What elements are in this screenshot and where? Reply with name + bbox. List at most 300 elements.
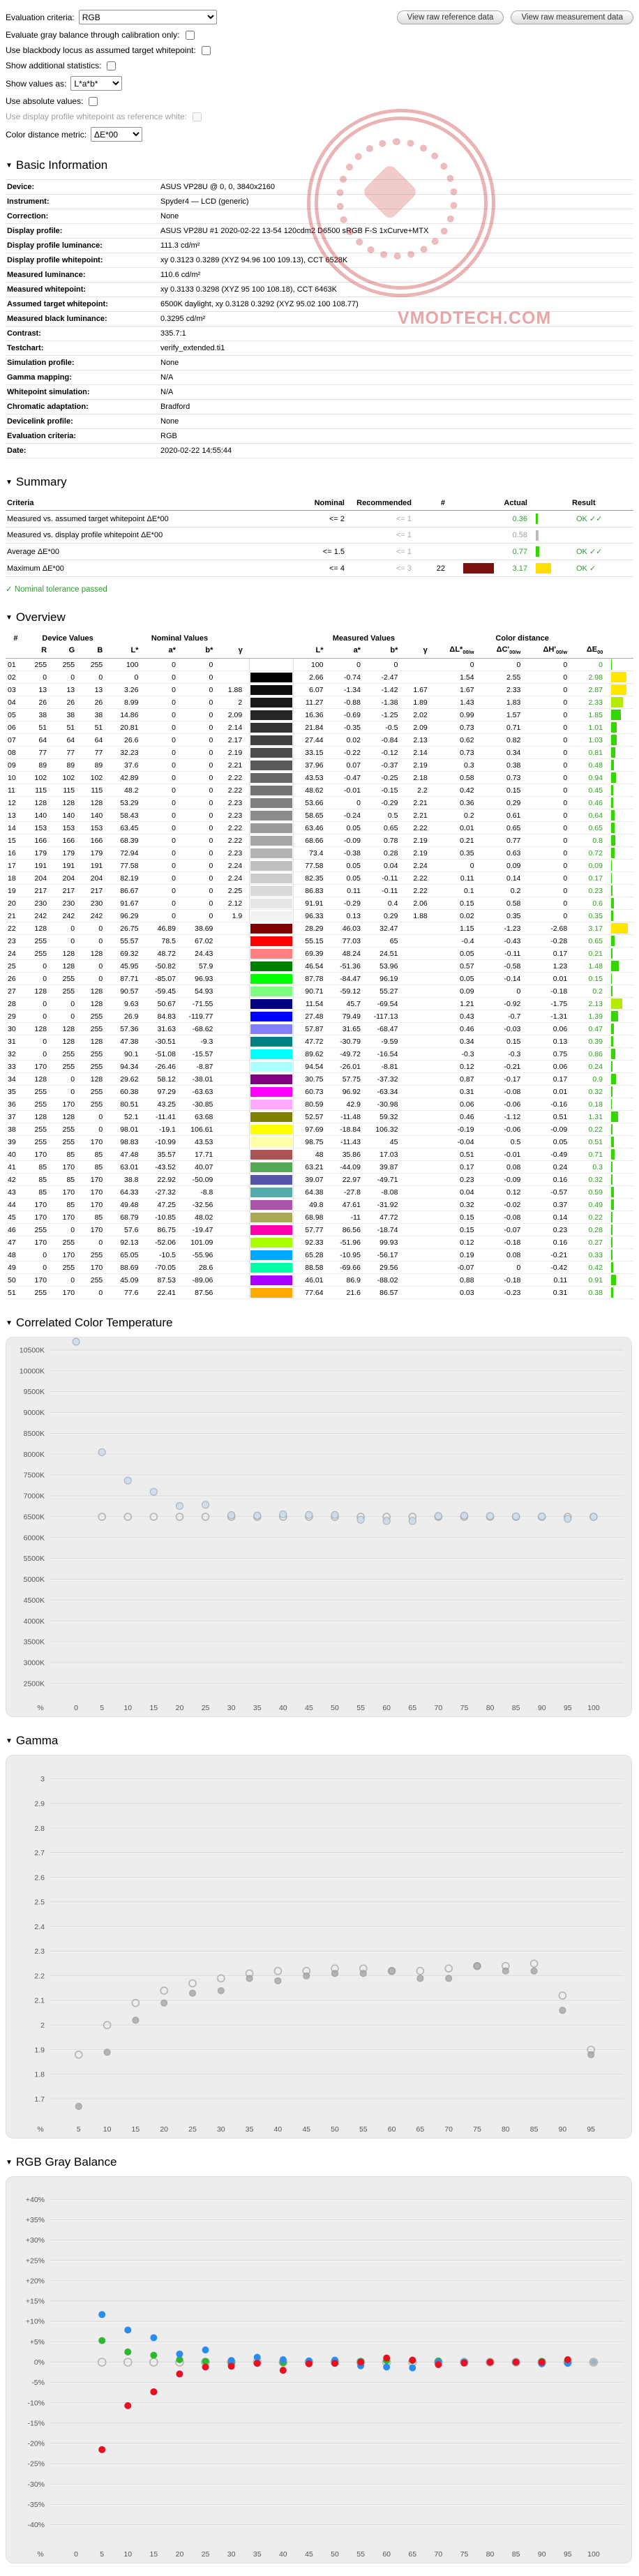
overview-group-header: Color distance xyxy=(495,634,549,643)
measured-value-cell: 92.33 xyxy=(293,1236,330,1249)
info-row xyxy=(6,414,633,429)
svg-text:100: 100 xyxy=(587,2550,600,2559)
measured-value-cell: -0.35 xyxy=(331,721,368,734)
basic-information-table xyxy=(6,179,633,458)
nominal-value-cell xyxy=(220,1186,249,1199)
green-data-point xyxy=(150,2352,157,2359)
info-label: Instrument: xyxy=(7,197,50,206)
measured-value-cell: -59.12 xyxy=(331,985,368,998)
nominal-value-cell: -32.56 xyxy=(183,1199,220,1211)
color-distance-cell: 0.38 xyxy=(481,759,528,772)
blue-data-point xyxy=(254,2354,261,2361)
nominal-value-cell: 86.67 xyxy=(110,885,145,897)
nominal-value-cell: 54.93 xyxy=(183,985,220,998)
red-data-point xyxy=(383,2355,390,2362)
device-value-cell: 64 xyxy=(26,734,54,747)
color-distance-cell: -0.09 xyxy=(527,1123,574,1136)
nominal-value-cell: 46.89 xyxy=(145,922,182,935)
nominal-value-cell: 69.32 xyxy=(110,948,145,960)
measured-value-cell: 86.56 xyxy=(331,1224,368,1236)
bar-cell xyxy=(610,1224,633,1236)
svg-text:3: 3 xyxy=(40,1775,45,1784)
nominal-value-cell: 55.57 xyxy=(110,935,145,948)
bar-cell xyxy=(610,772,633,784)
rgb-gray-balance-heading[interactable] xyxy=(6,2155,633,2169)
nominal-value-cell xyxy=(220,1249,249,1261)
color-distance-cell: -0.42 xyxy=(527,1261,574,1274)
nominal-value-cell: -50.09 xyxy=(183,1174,220,1186)
info-value: 111.3 cd/m² xyxy=(160,241,200,250)
measured-value-cell: 77.03 xyxy=(331,935,368,948)
delta-e-bar xyxy=(611,735,617,745)
measured-value-cell: 47.61 xyxy=(331,1199,368,1211)
delta-e-bar xyxy=(611,936,615,946)
measured-value-cell: -30.98 xyxy=(368,1098,405,1111)
device-value-cell: 170 xyxy=(54,1287,82,1299)
info-row xyxy=(6,297,633,312)
delta-e-bar xyxy=(611,772,616,783)
nominal-value-cell xyxy=(220,948,249,960)
measured-value-cell: 77.64 xyxy=(293,1287,330,1299)
value-bar xyxy=(536,530,539,541)
swatch-cell xyxy=(250,696,293,709)
evaluation-criteria-select[interactable] xyxy=(79,10,217,24)
color-swatch xyxy=(250,723,292,733)
measured-value-cell: 106.32 xyxy=(368,1123,405,1136)
delta-e-cell: 0.8 xyxy=(574,834,610,847)
color-distance-cell: 0.5 xyxy=(481,1136,528,1148)
delta-e-cell: 0.72 xyxy=(574,847,610,860)
summary-heading[interactable] xyxy=(6,475,633,489)
svg-text:10000K: 10000K xyxy=(19,1367,45,1376)
info-value: N/A xyxy=(160,373,174,382)
delta-e-cell: 0.91 xyxy=(574,1274,610,1287)
nominal-value-cell xyxy=(220,922,249,935)
measured-value-cell: 45 xyxy=(368,1136,405,1148)
color-distance-cell: 0 xyxy=(527,659,574,671)
color-swatch xyxy=(250,1087,292,1097)
measured-value-cell: -1.34 xyxy=(331,684,368,696)
measured-value-cell: 35.86 xyxy=(331,1148,368,1161)
nominal-value-cell: 52.1 xyxy=(110,1111,145,1123)
measured-value-cell: 28.29 xyxy=(293,922,330,935)
device-value-cell: 128 xyxy=(82,797,110,809)
measured-value-cell xyxy=(405,1111,434,1123)
color-distance-cell: 0.02 xyxy=(435,910,481,922)
device-value-cell: 115 xyxy=(82,784,110,797)
color-distance-cell: -1.12 xyxy=(481,1111,528,1123)
index-cell: 39 xyxy=(6,1136,26,1148)
display-profile-whitepoint-label: Use display profile whitepoint as reference white: xyxy=(6,112,188,121)
nominal-value-cell: 2.23 xyxy=(220,809,249,822)
device-value-cell: 0 xyxy=(82,1123,110,1136)
nominal-value-cell: 68.79 xyxy=(110,1211,145,1224)
info-row xyxy=(6,356,633,370)
info-label: Measured black luminance: xyxy=(7,315,107,323)
additional-statistics-checkbox[interactable] xyxy=(107,61,116,70)
color-distance-cell: 0.12 xyxy=(435,1061,481,1073)
nominal-value-cell: 42.89 xyxy=(110,772,145,784)
svg-text:20: 20 xyxy=(175,2550,184,2559)
measured-value-cell: 86.57 xyxy=(368,1287,405,1299)
nominal-value-cell xyxy=(220,1098,249,1111)
swatch-cell xyxy=(452,544,494,560)
svg-text:20: 20 xyxy=(175,1704,184,1713)
color-distance-cell: 0 xyxy=(527,747,574,759)
gamma-heading[interactable] xyxy=(6,1734,633,1748)
index-cell: 23 xyxy=(6,935,26,948)
result-cell xyxy=(571,527,633,544)
summary-table xyxy=(6,496,633,577)
measured-value-cell xyxy=(405,985,434,998)
measured-data-point xyxy=(176,1503,183,1510)
svg-text:7500K: 7500K xyxy=(23,1471,45,1480)
collapse-icon: ▼ xyxy=(6,1737,13,1746)
measured-data-point xyxy=(474,1963,481,1969)
svg-text:15: 15 xyxy=(149,1704,158,1713)
measured-data-point xyxy=(228,1512,235,1519)
nominal-value-cell: 87.53 xyxy=(145,1274,182,1287)
nominal-value-cell: 53.29 xyxy=(110,797,145,809)
device-value-cell: 217 xyxy=(26,885,54,897)
bar-cell xyxy=(610,1211,633,1224)
svg-text:5: 5 xyxy=(100,2550,105,2559)
measured-value-cell: 0.5 xyxy=(368,809,405,822)
device-value-cell: 255 xyxy=(82,659,110,671)
measured-data-point xyxy=(306,1511,313,1518)
bar-cell xyxy=(610,1186,633,1199)
table-row xyxy=(6,797,633,809)
delta-e-cell: 0.46 xyxy=(574,797,610,809)
overview-table xyxy=(6,631,633,1299)
device-value-cell: 128 xyxy=(54,948,82,960)
measured-data-point xyxy=(332,1970,338,1977)
nominal-value-cell: 38.69 xyxy=(183,922,220,935)
device-value-cell: 128 xyxy=(82,1073,110,1086)
index-cell: 09 xyxy=(6,759,26,772)
info-row xyxy=(6,429,633,444)
device-value-cell: 255 xyxy=(26,1098,54,1111)
delta-e-bar xyxy=(611,998,622,1009)
measured-data-point xyxy=(531,1968,537,1975)
svg-text:10: 10 xyxy=(123,1704,133,1713)
measured-value-cell: 98.75 xyxy=(293,1136,330,1148)
device-value-cell: 128 xyxy=(54,1111,82,1123)
measured-value-cell xyxy=(405,1186,434,1199)
svg-text:+5%: +5% xyxy=(29,2338,45,2347)
device-value-cell: 170 xyxy=(82,1186,110,1199)
measured-value-cell xyxy=(405,1048,434,1061)
measured-value-cell: -0.29 xyxy=(368,797,405,809)
color-distance-cell: -0.21 xyxy=(527,1249,574,1261)
measured-value-cell xyxy=(405,1199,434,1211)
device-value-cell: 128 xyxy=(26,1111,54,1123)
nominal-value-cell: 87.56 xyxy=(183,1287,220,1299)
color-distance-cell: 0.01 xyxy=(527,1086,574,1098)
table-row xyxy=(6,709,633,721)
bar-cell xyxy=(610,784,633,797)
measured-value-cell: 1.67 xyxy=(405,684,434,696)
gamma-chart xyxy=(6,1755,633,2139)
measured-value-cell: -31.92 xyxy=(368,1199,405,1211)
device-value-cell: 255 xyxy=(26,1287,54,1299)
svg-text:75: 75 xyxy=(460,2550,469,2559)
info-row xyxy=(6,209,633,224)
measured-value-cell: 39.87 xyxy=(368,1161,405,1174)
color-distance-cell: 0 xyxy=(527,809,574,822)
nominal-value-cell: -10.99 xyxy=(145,1136,182,1148)
view-raw-measurement-data-button[interactable]: View raw measurement data xyxy=(511,10,633,24)
delta-e-cell: 0.65 xyxy=(574,822,610,834)
device-value-cell: 255 xyxy=(54,973,82,985)
device-value-cell: 255 xyxy=(82,1061,110,1073)
absolute-values-checkbox[interactable] xyxy=(89,97,98,106)
measured-data-point xyxy=(104,2049,110,2055)
show-values-select[interactable] xyxy=(70,76,122,91)
device-value-cell: 85 xyxy=(54,1148,82,1161)
delta-e-bar xyxy=(611,1275,616,1285)
color-distance-cell: -0.04 xyxy=(435,1136,481,1148)
device-value-cell: 128 xyxy=(54,797,82,809)
measured-value-cell: 89.62 xyxy=(293,1048,330,1061)
nominal-value-cell xyxy=(220,1174,249,1186)
info-value: 2020-02-22 14:55:44 xyxy=(160,447,232,455)
device-value-cell: 89 xyxy=(26,759,54,772)
device-value-cell: 140 xyxy=(54,809,82,822)
color-swatch xyxy=(250,848,292,858)
svg-text:5: 5 xyxy=(76,2125,81,2134)
delta-e-cell: 0.59 xyxy=(574,1186,610,1199)
measured-value-cell: -9.59 xyxy=(368,1035,405,1048)
color-distance-cell: 0.14 xyxy=(481,872,528,885)
bar-cell xyxy=(610,1010,633,1023)
gray-balance-calibration-checkbox[interactable] xyxy=(186,31,195,40)
nominal-value-cell: 0 xyxy=(145,659,182,671)
delta-e-bar xyxy=(611,684,626,695)
device-value-cell: 255 xyxy=(82,1048,110,1061)
swatch-cell xyxy=(250,809,293,822)
color-distance-cell: -0.19 xyxy=(435,1123,481,1136)
table-row xyxy=(6,985,633,998)
color-distance-cell: 0 xyxy=(527,885,574,897)
red-data-point xyxy=(254,2360,261,2367)
swatch-cell xyxy=(250,1010,293,1023)
device-value-cell: 255 xyxy=(82,1023,110,1035)
swatch-cell xyxy=(250,948,293,960)
svg-text:%: % xyxy=(37,2550,44,2559)
measured-value-cell: 21.84 xyxy=(293,721,330,734)
svg-text:4000K: 4000K xyxy=(23,1617,45,1626)
index-cell: 27 xyxy=(6,985,26,998)
svg-text:+25%: +25% xyxy=(25,2256,45,2266)
measured-value-cell: 48 xyxy=(293,1148,330,1161)
device-value-cell: 153 xyxy=(82,822,110,834)
actual-cell: 0.36 xyxy=(494,511,534,527)
measured-value-cell xyxy=(405,1035,434,1048)
cct-heading[interactable] xyxy=(6,1316,633,1330)
swatch-cell xyxy=(250,910,293,922)
recommended-cell: <= 1 xyxy=(352,511,419,527)
swatch-cell xyxy=(250,860,293,872)
table-row xyxy=(6,822,633,834)
bar-cell xyxy=(610,1073,633,1086)
svg-text:80: 80 xyxy=(486,1704,495,1713)
delta-e-cell: 0.71 xyxy=(574,1148,610,1161)
bar-cell xyxy=(610,998,633,1010)
delta-e-bar xyxy=(611,1074,616,1084)
color-distance-cell: 0.23 xyxy=(527,1224,574,1236)
info-row xyxy=(6,224,633,239)
info-value: xy 0.3123 0.3289 (XYZ 94.96 100 109.13), CCT 6528K xyxy=(160,256,348,264)
measured-value-cell: 30.75 xyxy=(293,1073,330,1086)
color-swatch xyxy=(250,698,292,707)
nominal-value-cell: 49.48 xyxy=(110,1199,145,1211)
bar-cell xyxy=(610,1023,633,1035)
delta-e-bar xyxy=(611,1174,612,1185)
nominal-value-cell: 26.9 xyxy=(110,1010,145,1023)
index-cell: 31 xyxy=(6,1035,26,1048)
color-swatch xyxy=(250,1288,292,1298)
nominal-value-cell: 0 xyxy=(183,822,220,834)
overview-title: Overview xyxy=(15,611,66,624)
color-distance-cell: 0 xyxy=(527,822,574,834)
swatch-cell xyxy=(250,1211,293,1224)
delta-e-cell: 1.39 xyxy=(574,1010,610,1023)
index-cell: 12 xyxy=(6,797,26,809)
color-swatch xyxy=(250,798,292,808)
device-value-cell: 0 xyxy=(26,960,54,973)
svg-text:2.8: 2.8 xyxy=(34,1824,45,1833)
device-value-cell: 128 xyxy=(54,1023,82,1035)
info-row xyxy=(6,179,633,195)
measured-data-point xyxy=(502,1968,509,1975)
measured-value-cell: 31.65 xyxy=(331,1023,368,1035)
delta-e-bar xyxy=(611,948,612,959)
color-distance-cell: -0.01 xyxy=(481,1148,528,1161)
swatch-cell xyxy=(250,1023,293,1035)
basic-information-heading[interactable] xyxy=(6,158,633,172)
measured-data-point xyxy=(150,1488,157,1495)
swatch-cell xyxy=(250,1123,293,1136)
nominal-value-cell xyxy=(220,1035,249,1048)
table-row xyxy=(6,998,633,1010)
overview-group-header: Device Values xyxy=(42,634,93,643)
nominal-value-cell: 0 xyxy=(145,885,182,897)
device-value-cell: 128 xyxy=(54,960,82,973)
device-value-cell: 0 xyxy=(82,935,110,948)
svg-text:-30%: -30% xyxy=(27,2480,45,2489)
bar-cell xyxy=(534,544,571,560)
color-distance-cell: -0.3 xyxy=(481,1048,528,1061)
color-swatch xyxy=(250,886,292,896)
nominal-value-cell: 84.83 xyxy=(145,1010,182,1023)
color-distance-cell: -0.49 xyxy=(527,1148,574,1161)
swatch-cell xyxy=(250,847,293,860)
blue-data-point xyxy=(280,2356,287,2363)
delta-e-cell: 0.94 xyxy=(574,772,610,784)
measured-value-cell: 49.8 xyxy=(293,1199,330,1211)
measured-value-cell: 65.28 xyxy=(293,1249,330,1261)
device-value-cell: 255 xyxy=(26,659,54,671)
blue-data-point xyxy=(202,2346,209,2353)
measured-value-cell: 0.78 xyxy=(368,834,405,847)
svg-text:5000K: 5000K xyxy=(23,1575,45,1585)
color-swatch xyxy=(250,911,292,921)
color-distance-cell: 0.15 xyxy=(481,784,528,797)
overview-sub-header: R xyxy=(26,643,54,659)
red-data-point xyxy=(357,2359,364,2366)
svg-text:25: 25 xyxy=(188,2125,197,2134)
delta-e-bar xyxy=(611,1199,614,1210)
measured-value-cell xyxy=(405,1249,434,1261)
measured-value-cell: -26.01 xyxy=(331,1061,368,1073)
criteria-cell: Average ΔE*00 xyxy=(6,544,301,560)
measured-value-cell: 68.66 xyxy=(293,834,330,847)
count-cell: 22 xyxy=(419,560,452,577)
swatch-cell xyxy=(250,1287,293,1299)
measured-data-point xyxy=(75,2104,82,2110)
device-value-cell: 0 xyxy=(82,922,110,935)
summary-row xyxy=(6,560,633,577)
device-value-cell: 170 xyxy=(26,1061,54,1073)
bar-cell xyxy=(610,734,633,747)
measured-value-cell: -0.09 xyxy=(331,834,368,847)
device-value-cell: 77 xyxy=(54,747,82,759)
device-value-cell: 255 xyxy=(26,1136,54,1148)
nominal-value-cell: -8.8 xyxy=(183,1186,220,1199)
measured-data-point xyxy=(280,1511,287,1518)
measured-value-cell: 57.75 xyxy=(331,1073,368,1086)
nominal-value-cell: 20.81 xyxy=(110,721,145,734)
color-distance-metric-select[interactable] xyxy=(91,127,142,142)
index-cell: 29 xyxy=(6,1010,26,1023)
device-value-cell: 26 xyxy=(26,696,54,709)
device-value-cell: 230 xyxy=(26,897,54,910)
device-value-cell: 128 xyxy=(26,797,54,809)
color-distance-cell: 0.09 xyxy=(481,860,528,872)
color-swatch xyxy=(250,1188,292,1197)
nominal-value-cell xyxy=(220,1224,249,1236)
nominal-value-cell: -10.5 xyxy=(145,1249,182,1261)
nominal-value-cell: 2.24 xyxy=(220,872,249,885)
nominal-value-cell: 50.67 xyxy=(145,998,182,1010)
device-value-cell: 166 xyxy=(26,834,54,847)
cct-chart xyxy=(6,1337,633,1717)
overview-heading[interactable] xyxy=(6,611,633,624)
measured-value-cell: 48.62 xyxy=(293,784,330,797)
measured-value-cell: -0.15 xyxy=(368,784,405,797)
delta-e-bar xyxy=(611,1049,615,1059)
nominal-cell xyxy=(301,527,352,544)
delta-e-cell: 0.2 xyxy=(574,985,610,998)
bar-cell xyxy=(610,709,633,721)
svg-text:90: 90 xyxy=(537,2550,546,2559)
delta-e-bar xyxy=(611,1099,612,1109)
view-raw-reference-data-button[interactable]: View raw reference data xyxy=(397,10,504,24)
recommended-cell: <= 3 xyxy=(352,560,419,577)
device-value-cell: 179 xyxy=(54,847,82,860)
nominal-value-cell: -8.87 xyxy=(183,1061,220,1073)
color-distance-cell: 0.03 xyxy=(435,1287,481,1299)
delta-e-cell: 0 xyxy=(574,659,610,671)
swatch-cell xyxy=(250,734,293,747)
index-cell: 02 xyxy=(6,671,26,684)
measured-value-cell: 2.02 xyxy=(405,709,434,721)
blackbody-locus-checkbox[interactable] xyxy=(202,46,211,55)
nominal-value-cell: 64.33 xyxy=(110,1186,145,1199)
measured-value-cell: -18.74 xyxy=(368,1224,405,1236)
svg-text:0: 0 xyxy=(74,1704,79,1713)
